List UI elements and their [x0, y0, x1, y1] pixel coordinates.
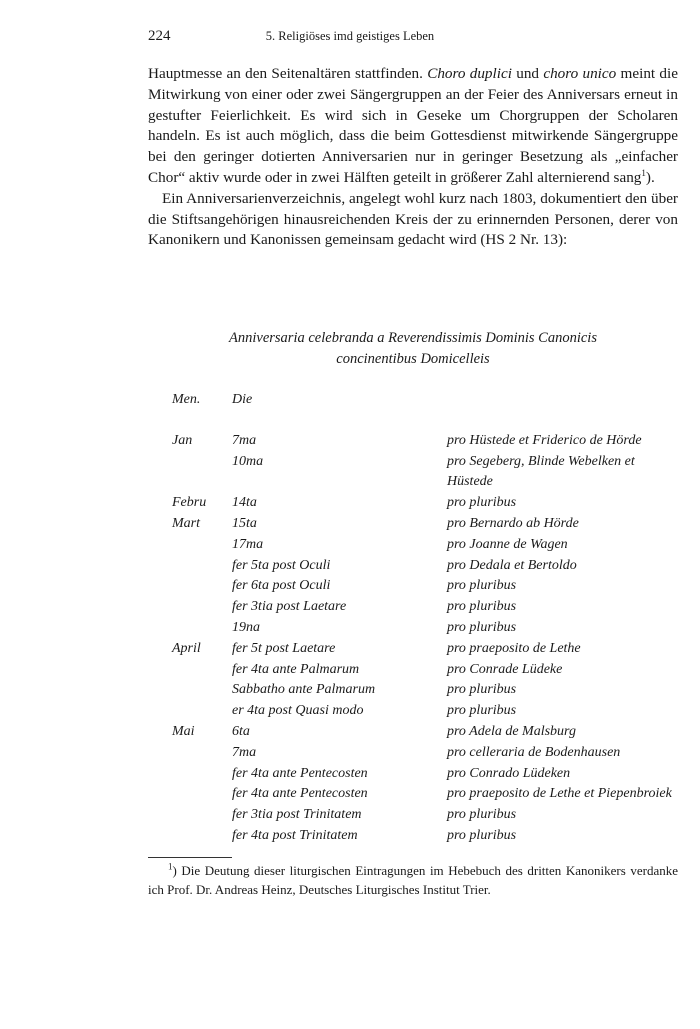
day-cell: er 4ta post Quasi modo — [232, 703, 364, 719]
month-cell: Mai — [172, 723, 195, 739]
body-text — [148, 64, 678, 251]
latin-term: Choro duplici — [427, 65, 512, 82]
day-cell: 7ma — [232, 744, 257, 760]
table-header-row — [0, 390, 700, 411]
latin-term: choro unico — [543, 65, 617, 82]
table-row — [0, 784, 700, 805]
table-row — [0, 514, 700, 535]
footnote: $^1$) Die Deutung dieser liturgischen Eintragungen im Hebebuch des dritten Kanonikers verdanke ich Prof. Dr. Andreas Heinz, Deutsches Liturgisches Institut Trier. — [148, 861, 678, 897]
table-row — [0, 722, 700, 743]
day-cell: fer 3tia post Trinitatem — [232, 807, 362, 823]
running-head: 5. Religiöses imd geistiges Leben — [265, 29, 435, 43]
paragraph-1: Hauptmesse an den Seitenaltären stattfinden. Choro duplici und choro unico meint die Mitwirkung von einer oder zwei Sängergruppen an der Feier des Anniversars erneut in gestufter Feierlichkeit. Es wird sich in Geseke um Chorgruppen der Scholaren handeln. Es ist auch möglich, dass die beim Gottesdienst mitwirkende Sängergruppe bei den geringer dotierten Anniversarien nur in geringer Besetzung als „einfacher Chor“ aktiv wurde oder in zwei Hälften geteilt in größerer Zahl alternierend sang$^1$). — [148, 65, 678, 186]
footnote-ref: 1 — [641, 167, 646, 178]
table-row — [0, 639, 700, 660]
anniversary-table — [0, 390, 700, 847]
table-row — [0, 493, 700, 514]
entry-cell: pro pluribus — [447, 682, 517, 698]
day-cell: fer 4ta post Trinitatem — [232, 827, 358, 843]
table-row — [0, 556, 700, 577]
table-row — [0, 805, 700, 826]
entry-cell: Hüstede — [447, 474, 493, 490]
month-cell: Mart — [172, 515, 200, 531]
table-row — [0, 764, 700, 785]
entry-cell: pro pluribus — [447, 495, 517, 511]
day-cell: 6ta — [232, 723, 250, 739]
day-cell: fer 5t post Laetare — [232, 640, 336, 656]
day-cell: Sabbatho ante Palmarum — [232, 682, 376, 698]
column-header-month: Men. — [172, 392, 201, 407]
table-row — [0, 597, 700, 618]
paragraph-2: Ein Anniversarienverzeichnis, angelegt wohl kurz nach 1803, dokumentiert den über die Stiftsangehörigen hinausreichenden Kreis der zu erinnernden Personen, derer von Kanonikern und Kanonissen gemeinsam gedacht wird (HS 2 Nr. 13): — [148, 189, 678, 249]
footnote-divider — [148, 857, 232, 858]
table-title: Anniversaria celebranda a Reverendissimis Dominis Canonicis concinentibus Domicelleis — [229, 330, 597, 367]
table-row — [0, 618, 700, 639]
day-cell: 14ta — [232, 495, 257, 511]
day-cell: fer 4ta ante Pentecosten — [232, 765, 368, 781]
entry-cell: pro pluribus — [447, 599, 517, 615]
entry-cell: pro celleraria de Bodenhausen — [447, 744, 621, 760]
day-cell: 10ma — [232, 453, 264, 469]
entry-cell: pro pluribus — [447, 807, 517, 823]
entry-cell: pro pluribus — [447, 703, 517, 719]
day-cell: fer 5ta post Oculi — [232, 557, 331, 573]
entry-cell: pro Adela de Malsburg — [447, 723, 576, 739]
table-row — [0, 680, 700, 701]
table-row — [0, 826, 700, 847]
entry-cell: pro Bernardo ab Hörde — [447, 515, 579, 531]
day-cell: fer 4ta ante Palmarum — [232, 661, 360, 677]
table-row — [0, 535, 700, 556]
entry-cell: pro praeposito de Lethe et Piepenbroiek — [447, 786, 672, 802]
entry-cell: pro Segeberg, Blinde Webelken et — [447, 453, 635, 469]
entry-cell: pro pluribus — [447, 578, 517, 594]
entry-cell: pro pluribus — [447, 827, 517, 843]
entry-cell: pro pluribus — [447, 619, 517, 635]
table-row — [0, 701, 700, 722]
entry-cell: pro Joanne de Wagen — [447, 536, 568, 552]
day-cell: 17ma — [232, 536, 264, 552]
page-number: 224 — [148, 28, 171, 44]
month-cell: April — [172, 640, 201, 656]
table-body — [0, 431, 700, 847]
day-cell: 7ma — [232, 432, 257, 448]
month-cell: Jan — [172, 432, 193, 448]
table-row — [0, 576, 700, 597]
day-cell: fer 4ta ante Pentecosten — [232, 786, 368, 802]
table-row — [0, 660, 700, 681]
day-cell: fer 3tia post Laetare — [232, 599, 347, 615]
entry-cell: pro praeposito de Lethe — [447, 640, 581, 656]
entry-cell: pro Conrade Lüdeke — [447, 661, 563, 677]
table-row — [0, 431, 700, 452]
entry-cell: pro Dedala et Bertoldo — [447, 557, 577, 573]
table-row — [0, 472, 700, 493]
entry-cell: pro Hüstede et Friderico de Hörde — [447, 432, 642, 448]
column-header-day: Die — [232, 392, 253, 407]
day-cell: 19na — [232, 619, 260, 635]
entry-cell: pro Conrado Lüdeken — [447, 765, 571, 781]
month-cell: Febru — [172, 495, 207, 511]
table-row — [0, 743, 700, 764]
day-cell: 15ta — [232, 515, 257, 531]
day-cell: fer 6ta post Oculi — [232, 578, 331, 594]
table-row — [0, 452, 700, 473]
